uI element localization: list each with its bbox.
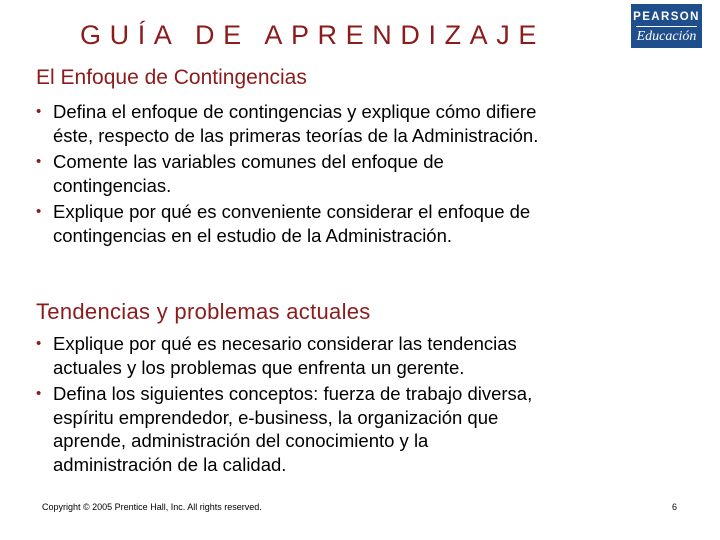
bullet-icon: •: [36, 385, 42, 402]
list-item-line: actuales y los problemas que enfrenta un gerente.: [53, 356, 465, 378]
section-title-tendencias: Tendencias y problemas actuales: [36, 299, 371, 324]
header-title: GUÍA DE APRENDIZAJE: [80, 20, 545, 50]
list-item: [36, 382, 696, 476]
list-item-line: espíritu emprendedor, e-business, la organización que: [53, 406, 499, 428]
list-item-line: Comente las variables comunes del enfoque de: [53, 151, 444, 172]
bullet-icon: •: [36, 103, 42, 120]
list-item: [36, 150, 696, 197]
bullet-icon: •: [36, 153, 42, 170]
logo-divider: [636, 26, 697, 27]
pearson-logo: [631, 4, 702, 48]
list-item-line: Defina los siguientes conceptos: fuerza de trabajo diversa,: [53, 383, 533, 404]
list-item: [36, 100, 696, 147]
footer-copyright: Copyright © 2005 Prentice Hall, Inc. All rights reserved.: [42, 502, 262, 512]
list-item-line: aprende, administración del conocimiento y la: [53, 430, 429, 451]
list-item-line: éste, respecto de las primeras teorías de la Administración.: [53, 124, 539, 146]
list-item: [36, 200, 696, 247]
list-item-line: administración de la calidad.: [53, 453, 287, 475]
bullet-icon: •: [36, 203, 42, 220]
logo-text-pearson: PEARSON: [633, 11, 700, 23]
logo-text-educacion: Educación: [636, 29, 697, 44]
page-number: 6: [672, 502, 678, 512]
bullet-list-tendencias: [36, 332, 696, 479]
list-item-line: contingencias.: [53, 174, 172, 196]
list-item-line: Defina el enfoque de contingencias y explique cómo difiere: [53, 101, 537, 122]
list-item-line: contingencias en el estudio de la Administración.: [53, 224, 453, 246]
bullet-icon: •: [36, 335, 42, 352]
list-item: [36, 332, 696, 379]
section-title-contingencias: El Enfoque de Contingencias: [36, 66, 307, 89]
bullet-list-contingencias: [36, 100, 696, 250]
list-item-line: Explique por qué es conveniente considerar el enfoque de: [53, 201, 531, 222]
list-item-line: Explique por qué es necesario considerar las tendencias: [53, 333, 517, 354]
